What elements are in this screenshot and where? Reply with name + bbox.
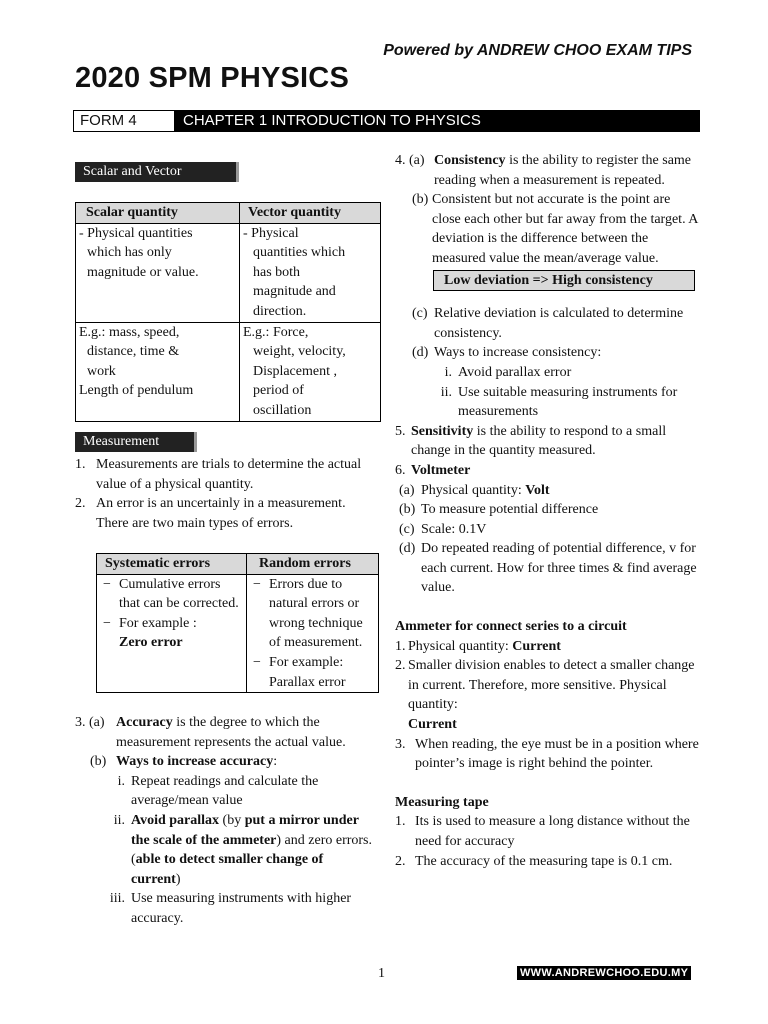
scalar-definition: - Physical quantities which has only magnitude or value.	[76, 223, 240, 322]
vector-definition: - Physical quantities which has both magnitude and direction.	[240, 223, 381, 322]
list-item: ii. Avoid parallax (by put a mirror under the scale of the ammeter) and zero errors. (able to detect smaller change of current)	[113, 812, 373, 887]
list-item: (b) Ways to increase accuracy:	[90, 754, 278, 770]
list-item: 6. Voltmeter	[395, 462, 471, 478]
random-errors-cell: − Errors due to natural errors or wrong technique of measurement. − For example: Parallax error	[247, 574, 379, 693]
vector-examples: E.g.: Force, weight, velocity, Displacement , period of oscillation	[240, 322, 381, 421]
scalar-vector-table	[75, 202, 381, 422]
list-item: 4. (a) Consistency is the ability to register the same reading when a measurement is repeated.	[395, 153, 692, 188]
list-item: (c) Scale: 0.1V	[399, 521, 487, 537]
list-item: 5. Sensitivity is the ability to respond to a small change in the quantity measured.	[395, 423, 667, 459]
random-header: Random errors	[247, 554, 379, 575]
list-item: 2. The accuracy of the measuring tape is 0.1 cm.	[395, 853, 673, 869]
systematic-header: Systematic errors	[97, 554, 247, 575]
website-link[interactable]: WWW.ANDREWCHOO.EDU.MY	[517, 966, 691, 980]
scalar-examples: E.g.: mass, speed, distance, time & work Length of pendulum	[76, 322, 240, 421]
chapter-bar	[73, 110, 700, 132]
list-item: 1. Physical quantity: Current	[395, 638, 561, 654]
form-label: FORM 4	[80, 112, 137, 129]
vector-header: Vector quantity	[240, 203, 381, 224]
list-item: 1. Measurements are trials to determine the actual value of a physical quantity.	[75, 457, 362, 492]
list-item: (c) Relative deviation is calculated to determine consistency.	[412, 306, 684, 341]
powered-by: Powered by ANDREW CHOO EXAM TIPS	[383, 42, 692, 59]
list-item: 2. Smaller division enables to detect a smaller change in current. Therefore, more sensitive. Physical quantity: Current	[395, 658, 695, 733]
measurement-list	[75, 455, 375, 533]
errors-table	[96, 553, 379, 693]
list-item: 1. Its is used to measure a long distance without the need for accuracy	[395, 814, 690, 849]
accuracy-section	[75, 713, 375, 929]
consistency-highlight-box: Low deviation => High consistency	[433, 270, 695, 292]
page-number: 1	[378, 966, 385, 981]
scalar-header: Scalar quantity	[76, 203, 240, 224]
section-heading-measurement: Measurement	[75, 432, 197, 452]
list-item: 3. (a) Accuracy is the degree to which the measurement represents the actual value.	[75, 715, 346, 750]
list-item: 3. When reading, the eye must be in a position where pointer’s image is right behind the pointer.	[395, 736, 699, 772]
list-item: ii. Use suitable measuring instruments for measurements	[440, 384, 678, 420]
list-item: (b) To measure potential difference	[399, 502, 599, 518]
ammeter-heading: Ammeter for connect series to a circuit	[395, 619, 627, 635]
chapter-label: CHAPTER 1 INTRODUCTION TO PHYSICS	[174, 111, 699, 131]
measuring-tape-heading: Measuring tape	[395, 794, 489, 810]
list-item: (a) Physical quantity: Volt	[399, 482, 550, 498]
systematic-errors-cell: − Cumulative errors that can be corrected. − For example : Zero error	[97, 574, 247, 693]
list-item: (d) Do repeated reading of potential difference, v for each current. How for three times & find average value.	[399, 541, 697, 596]
page-title: 2020 SPM PHYSICS	[75, 62, 349, 94]
list-item: iii. Use measuring instruments with higher accuracy.	[109, 891, 352, 926]
list-item: i. Repeat readings and calculate the average/mean value	[117, 773, 319, 809]
list-item: 2. An error is an uncertainly in a measurement. There are two main types of errors.	[75, 496, 346, 531]
list-item: (d) Ways to increase consistency:	[412, 345, 602, 361]
section-heading-scalar-vector: Scalar and Vector	[75, 162, 239, 182]
list-item: i. Avoid parallax error	[444, 364, 572, 380]
consistency-section	[395, 151, 700, 871]
list-item: (b) Consistent but not accurate is the point are close each other but far away from the target. A deviation is the difference between the measured value the mean/average value.	[412, 192, 698, 266]
